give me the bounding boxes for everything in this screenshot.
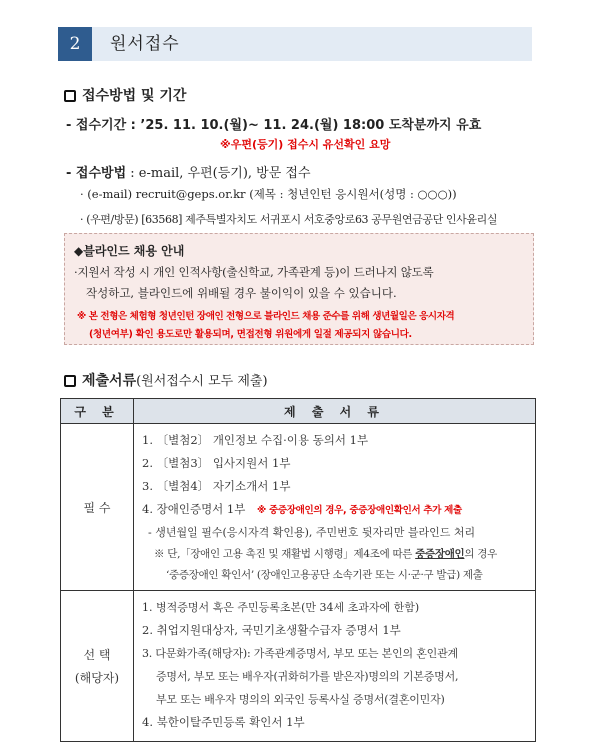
list-item: 3. 〔별첨4〕 자기소개서 1부 [142, 479, 291, 493]
optional-documents [134, 591, 536, 742]
table-row-optional [61, 591, 536, 742]
required-sub3: ‘중증장애인 확인서’ (장애인고용공단 소속기관 또는 시·군·구 발급) 제출 [166, 569, 483, 581]
method-line [66, 162, 311, 181]
table-row-required [61, 424, 536, 591]
list-item: 4. 북한이탈주민등록 확인서 1부 [142, 715, 305, 729]
docs-heading [64, 370, 268, 390]
optional-category-sub: (해당자) [74, 671, 120, 685]
section-header [58, 27, 532, 61]
blind-title: ◆블라인드 채용 안내 [74, 244, 185, 258]
sub2-emphasis: 중증장애인 [415, 548, 465, 560]
method-heading-text: 접수방법 및 기간 [82, 88, 187, 104]
blind-warning1: ※ 본 전형은 체험형 청년인턴 장애인 전형으로 블라인드 채용 준수를 위해 생년월일은 응시자격 [77, 311, 455, 322]
optional-category-label: 선 택 [83, 648, 111, 662]
blind-line1: ·지원서 작성 시 개인 인적사항(출신학교, 가족관계 등)이 드러나지 않도록 [74, 265, 434, 279]
documents-table [60, 398, 536, 742]
blind-info-box [64, 233, 534, 345]
sub2-text: ※ 단,「장애인 고용 촉진 및 재활법 시행령」제4조에 따른 [154, 548, 416, 560]
list-item [142, 501, 462, 517]
checkbox-icon [64, 375, 76, 387]
method-heading [64, 85, 186, 105]
table-header-row [61, 399, 536, 424]
section-number: 2 [58, 27, 92, 61]
required-sub2 [154, 546, 497, 561]
required-documents [134, 424, 536, 591]
list-item: 1. 〔별첨2〕 개인정보 수집·이용 동의서 1부 [142, 433, 369, 447]
period-value: ’25. 11. 10.(월)~ 11. 24.(월) 18:00 도착분까지 유효 [140, 118, 482, 133]
section-title: 원서접수 [110, 34, 180, 54]
list-item-text: 4. 장애인증명서 1부 [142, 502, 246, 516]
method-value: : e-mail, 우편(등기), 방문 접수 [126, 166, 311, 181]
required-sub1: - 생년월일 필수(응시자격 확인용), 주민번호 뒷자리만 블라인드 처리 [148, 526, 476, 539]
list-item: 2. 취업지원대상자, 국민기초생활수급자 증명서 1부 [142, 623, 401, 637]
item4-note: ※ 중증장애인의 경우, 중증장애인확인서 추가 제출 [257, 505, 462, 516]
post-line: · (우편/방문) [63568] 제주특별자치도 서귀포시 서호중앙로63 공무원연금공단 인사윤리실 [80, 213, 498, 226]
blind-warning2: (청년여부) 확인 용도로만 활용되며, 면접전형 위원에게 일절 제공되지 않습니다. [89, 329, 412, 340]
period-note: ※우편(등기) 접수시 유선확인 요망 [220, 138, 391, 151]
checkbox-icon [64, 90, 76, 102]
header-documents: 제 출 서 류 [134, 399, 536, 424]
list-item: 증명서, 부모 또는 배우자(귀화허가를 받은자)명의의 기본증명서, [156, 670, 459, 683]
docs-heading-normal: (원서접수시 모두 제출) [136, 374, 268, 389]
sub2-tail: 의 경우 [464, 548, 497, 560]
list-item: 2. 〔별첨3〕 입사지원서 1부 [142, 456, 291, 470]
header-category: 구 분 [61, 399, 134, 424]
period-line [66, 114, 481, 133]
docs-heading-bold: 제출서류 [82, 373, 137, 389]
list-item: 부모 또는 배우자 명의의 외국인 등록사실 증명서(결혼이민자) [156, 693, 445, 706]
blind-line2: 작성하고, 블라인드에 위배될 경우 불이익이 있을 수 있습니다. [86, 286, 397, 300]
list-item: 1. 병적증명서 혹은 주민등록초본(만 34세 초과자에 한함) [142, 601, 420, 614]
optional-category [61, 591, 134, 742]
required-category: 필 수 [61, 424, 134, 591]
period-label: - 접수기간 : [66, 118, 136, 133]
list-item: 3. 다문화가족(해당자): 가족관계증명서, 부모 또는 본인의 혼인관계 [142, 647, 458, 660]
email-line: · (e-mail) recruit@geps.or.kr (제목 : 청년인턴 응시원서(성명 : ○○○)) [80, 187, 457, 201]
method-label: - 접수방법 [66, 166, 127, 181]
